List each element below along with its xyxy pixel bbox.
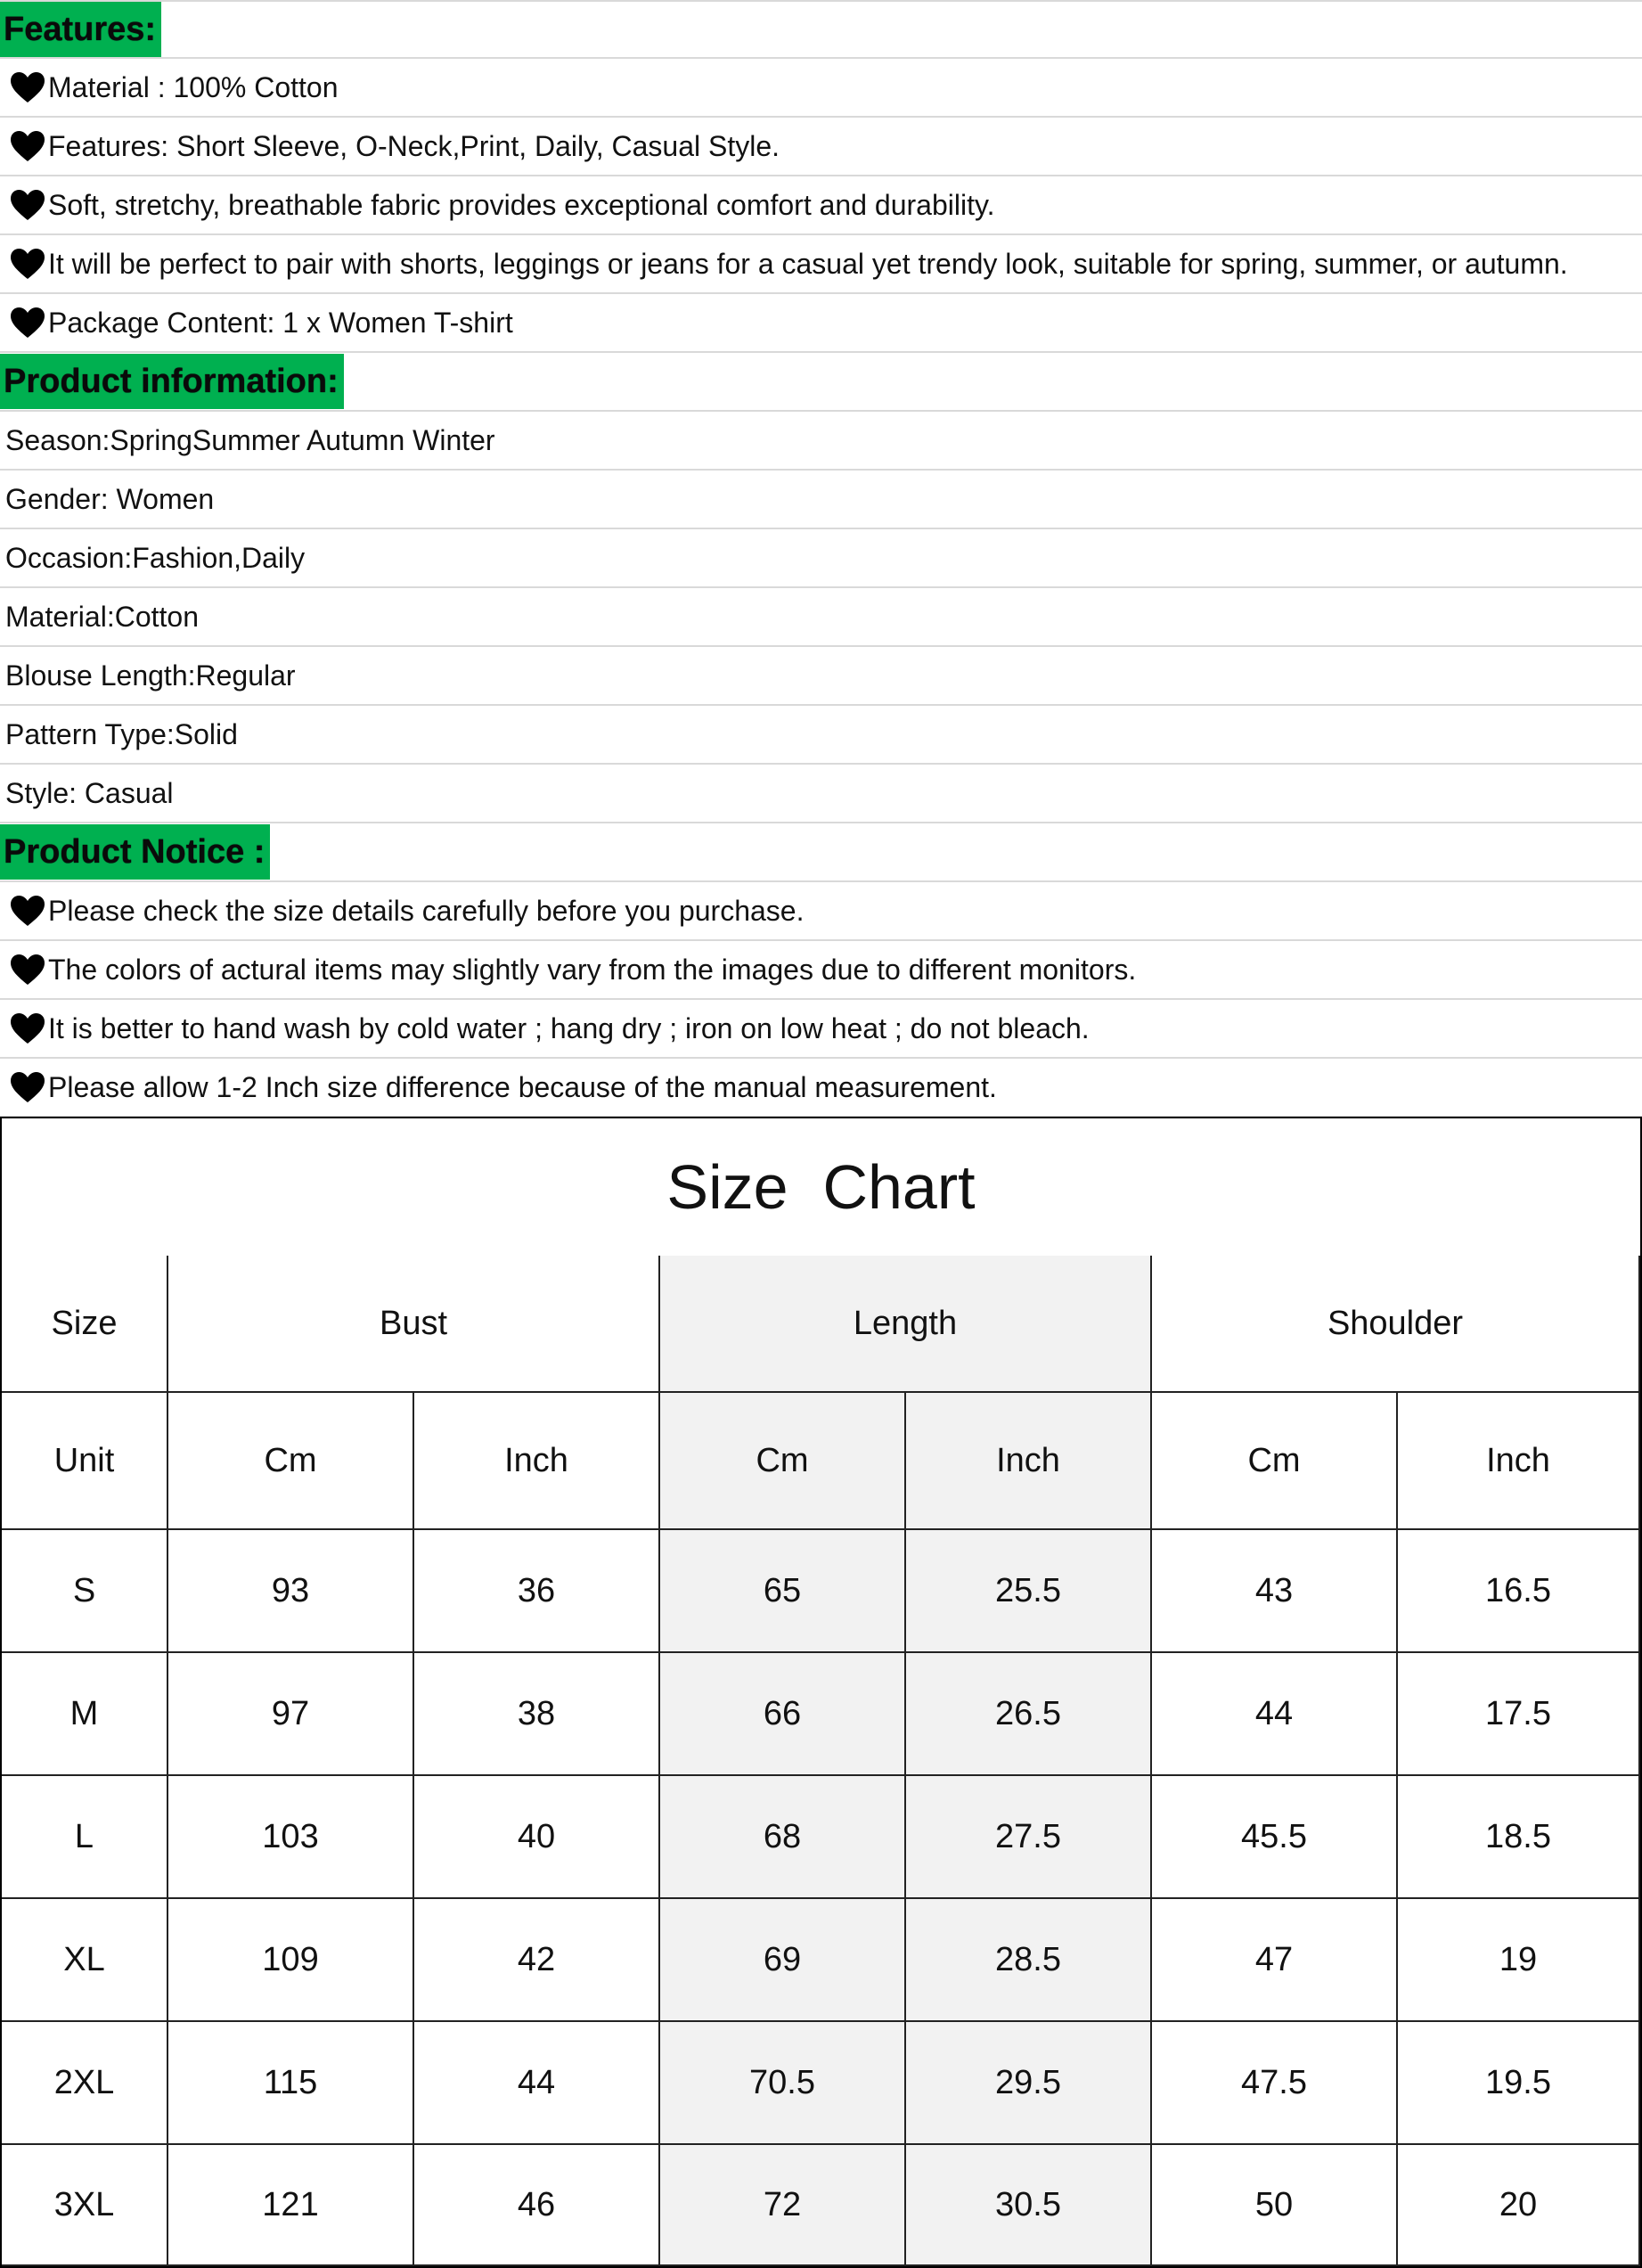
- table-cell: 103: [168, 1776, 414, 1899]
- size-label-cell: 2XL: [2, 2022, 168, 2145]
- table-cell: 93: [168, 1530, 414, 1653]
- feature-item-text: It will be perfect to pair with shorts, leggings or jeans for a casual yet trendy look, suitable for spring, summer, or autumn.: [48, 247, 1568, 280]
- table-cell: 50: [1152, 2145, 1398, 2266]
- table-cell: 68: [660, 1776, 906, 1899]
- feature-item-text: Soft, stretchy, breathable fabric provides exceptional comfort and durability.: [48, 188, 995, 221]
- table-cell: 47: [1152, 1899, 1398, 2022]
- product-info-item: [0, 471, 1642, 529]
- unit-cell: Inch: [1398, 1393, 1640, 1530]
- size-chart-title: Size Chart: [666, 1152, 976, 1222]
- table-cell: 44: [414, 2022, 660, 2145]
- heart-icon: [9, 1070, 46, 1104]
- feature-item: [0, 176, 1642, 235]
- table-cell: 109: [168, 1899, 414, 2022]
- table-cell: 38: [414, 1653, 660, 1776]
- product-info-item-text: Blouse Length:Regular: [5, 659, 296, 692]
- table-cell: 16.5: [1398, 1530, 1640, 1653]
- table-cell: 17.5: [1398, 1653, 1640, 1776]
- product-info-item-text: Pattern Type:Solid: [5, 717, 238, 750]
- table-cell: 20: [1398, 2145, 1640, 2266]
- table-cell: 25.5: [906, 1530, 1152, 1653]
- notice-item: [0, 882, 1642, 941]
- product-info-item: [0, 706, 1642, 765]
- size-label-cell: 3XL: [2, 2145, 168, 2266]
- table-cell: 36: [414, 1530, 660, 1653]
- unit-cell: Inch: [906, 1393, 1152, 1530]
- features-list: [0, 59, 1642, 353]
- group-header-cell: Shoulder: [1152, 1256, 1640, 1393]
- table-cell: 29.5: [906, 2022, 1152, 2145]
- feature-item: [0, 294, 1642, 353]
- table-cell: 97: [168, 1653, 414, 1776]
- product-info-item-text: Style: Casual: [5, 776, 174, 809]
- heart-icon: [9, 247, 46, 281]
- feature-item: [0, 118, 1642, 176]
- table-cell: 115: [168, 2022, 414, 2145]
- table-cell: 65: [660, 1530, 906, 1653]
- table-cell: 46: [414, 2145, 660, 2266]
- notice-list: [0, 882, 1642, 1118]
- table-cell: 28.5: [906, 1899, 1152, 2022]
- notice-heading-row: [0, 823, 1642, 882]
- unit-cell: Cm: [1152, 1393, 1398, 1530]
- feature-item: [0, 59, 1642, 118]
- product-info-item: [0, 647, 1642, 706]
- size-header-cell: Size: [2, 1256, 168, 1393]
- product-info-list: [0, 412, 1642, 823]
- product-info-item-text: Season:SpringSummer Autumn Winter: [5, 423, 495, 456]
- size-label-cell: S: [2, 1530, 168, 1653]
- size-label-cell: L: [2, 1776, 168, 1899]
- product-info-heading: Product information:: [0, 354, 344, 409]
- table-cell: 43: [1152, 1530, 1398, 1653]
- product-info-item: [0, 588, 1642, 647]
- heart-icon: [9, 1011, 46, 1045]
- table-cell: 66: [660, 1653, 906, 1776]
- table-cell: 18.5: [1398, 1776, 1640, 1899]
- notice-item-text: Please allow 1-2 Inch size difference because of the manual measurement.: [48, 1070, 997, 1103]
- product-info-item: [0, 765, 1642, 823]
- features-heading: Features:: [0, 2, 161, 57]
- table-cell: 42: [414, 1899, 660, 2022]
- heart-icon: [9, 70, 46, 104]
- notice-item-text: The colors of actural items may slightly vary from the images due to different monitors.: [48, 953, 1137, 986]
- unit-cell: Inch: [414, 1393, 660, 1530]
- table-cell: 45.5: [1152, 1776, 1398, 1899]
- table-cell: 47.5: [1152, 2022, 1398, 2145]
- feature-item-text: Features: Short Sleeve, O-Neck,Print, Daily, Casual Style.: [48, 129, 780, 162]
- product-description: [0, 0, 1642, 1118]
- notice-item: [0, 1059, 1642, 1118]
- unit-cell: Cm: [660, 1393, 906, 1530]
- unit-cell: Cm: [168, 1393, 414, 1530]
- product-info-item: [0, 529, 1642, 588]
- notice-heading: Product Notice :: [0, 824, 270, 880]
- table-cell: 40: [414, 1776, 660, 1899]
- notice-item: [0, 1000, 1642, 1059]
- heart-icon: [9, 188, 46, 222]
- table-cell: 30.5: [906, 2145, 1152, 2266]
- group-header-cell: Bust: [168, 1256, 660, 1393]
- product-info-item: [0, 412, 1642, 471]
- table-cell: 72: [660, 2145, 906, 2266]
- heart-icon: [9, 306, 46, 340]
- table-cell: 19: [1398, 1899, 1640, 2022]
- table-cell: 26.5: [906, 1653, 1152, 1776]
- table-cell: 70.5: [660, 2022, 906, 2145]
- table-cell: 44: [1152, 1653, 1398, 1776]
- heart-icon: [9, 894, 46, 928]
- product-info-heading-row: [0, 353, 1642, 412]
- notice-item: [0, 941, 1642, 1000]
- feature-item: [0, 235, 1642, 294]
- table-cell: 19.5: [1398, 2022, 1640, 2145]
- table-cell: 69: [660, 1899, 906, 2022]
- product-info-item-text: Material:Cotton: [5, 600, 199, 633]
- feature-item-text: Package Content: 1 x Women T-shirt: [48, 306, 513, 339]
- group-header-cell: Length: [660, 1256, 1152, 1393]
- notice-item-text: Please check the size details carefully before you purchase.: [48, 894, 805, 927]
- size-label-cell: M: [2, 1653, 168, 1776]
- table-cell: 121: [168, 2145, 414, 2266]
- table-cell: 27.5: [906, 1776, 1152, 1899]
- notice-item-text: It is better to hand wash by cold water ; hang dry ; iron on low heat ; do not bleach.: [48, 1011, 1090, 1044]
- size-chart: [0, 1117, 1642, 2268]
- product-info-item-text: Occasion:Fashion,Daily: [5, 541, 306, 574]
- features-heading-row: [0, 0, 1642, 59]
- heart-icon: [9, 953, 46, 987]
- size-label-cell: XL: [2, 1899, 168, 2022]
- feature-item-text: Material : 100% Cotton: [48, 70, 339, 103]
- unit-label-cell: Unit: [2, 1393, 168, 1530]
- heart-icon: [9, 129, 46, 163]
- product-info-item-text: Gender: Women: [5, 482, 215, 515]
